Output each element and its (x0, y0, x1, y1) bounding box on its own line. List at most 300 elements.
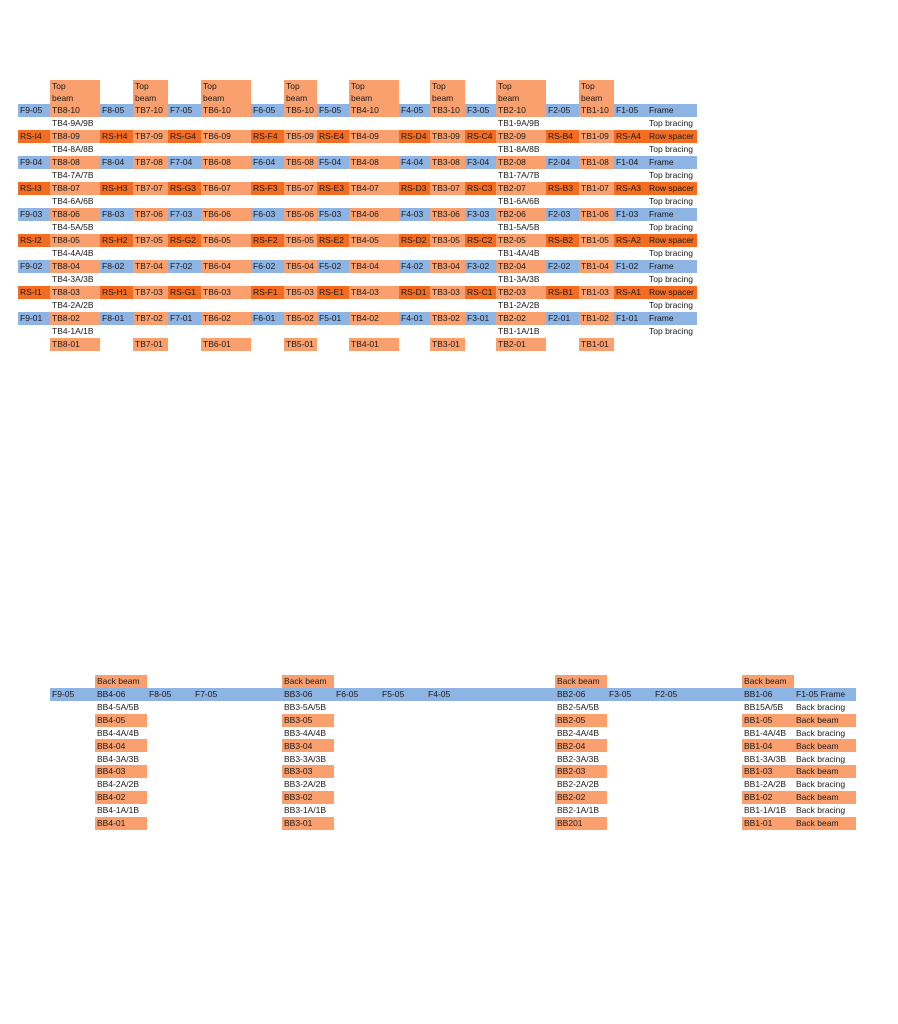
top-grid-cell (697, 195, 732, 208)
top-grid-cell (201, 299, 251, 312)
top-grid-cell (767, 312, 799, 325)
top-grid-cell (767, 234, 799, 247)
top-grid-cell: RS-B1 (546, 286, 579, 299)
top-grid-cell (697, 104, 732, 117)
bottom-grid-cell (607, 675, 653, 688)
top-grid-cell (767, 143, 799, 156)
top-grid-cell (799, 208, 836, 221)
top-grid-cell: TB4-08 (349, 156, 399, 169)
top-grid-cell (767, 80, 799, 92)
top-grid-cell: Top bracing (649, 326, 693, 337)
top-grid-cell (799, 260, 836, 273)
top-grid-cell (546, 325, 579, 338)
bottom-grid-cell: BB3-5A/5B (284, 701, 327, 712)
top-grid-cell: TB6-03 (201, 286, 251, 299)
top-grid-cell (465, 221, 496, 234)
top-grid-cell (546, 169, 579, 182)
bottom-grid-cell (380, 778, 426, 791)
bottom-grid-cell (334, 714, 380, 727)
top-grid-cell: TB1-8A/8B (498, 144, 540, 155)
bottom-grid-cell: Back beam (742, 675, 794, 688)
top-grid-cell: TB5-07 (284, 182, 317, 195)
top-grid-cell (317, 195, 349, 208)
bottom-grid-cell (607, 714, 653, 727)
bottom-grid-cell (334, 778, 380, 791)
bottom-grid-cell (147, 739, 193, 752)
top-grid-cell (284, 169, 317, 182)
bottom-grid-cell (607, 765, 653, 778)
top-grid-cell: TB4-7A/7B (52, 170, 94, 181)
bottom-grid-cell (193, 675, 239, 688)
top-grid-cell (697, 143, 732, 156)
top-grid-cell: F5-05 (317, 104, 349, 117)
bottom-grid-cell (699, 739, 742, 752)
bottom-grid-cell: BB2-04 (555, 739, 607, 752)
bottom-grid-cell (512, 727, 555, 740)
bottom-grid-cell (426, 778, 469, 791)
top-grid-cell (614, 92, 647, 104)
top-grid-cell (399, 338, 430, 351)
bottom-grid-cell (147, 752, 193, 765)
top-grid-cell (201, 143, 251, 156)
top-grid-cell: F1-05 (614, 104, 647, 117)
top-grid-cell (614, 80, 647, 92)
bottom-grid-cell (50, 765, 95, 778)
bottom-grid-cell (147, 791, 193, 804)
top-grid-cell: F4-04 (399, 156, 430, 169)
bottom-grid-cell (50, 714, 95, 727)
bottom-grid-cell: BB2-5A/5B (557, 701, 600, 712)
top-grid-cell (168, 221, 201, 234)
bottom-grid-cell (380, 714, 426, 727)
top-grid-cell: Top bracing (649, 144, 693, 155)
bottom-grid-cell (699, 817, 742, 830)
bottom-grid-cell (50, 739, 95, 752)
top-grid-cell: TB7-06 (133, 208, 168, 221)
bottom-grid-cell (512, 778, 555, 791)
top-grid-cell: F8-02 (100, 260, 133, 273)
top-grid-cell: F2-04 (546, 156, 579, 169)
bottom-grid-cell (239, 688, 282, 701)
top-grid-cell: RS-C3 (465, 182, 496, 195)
top-grid-cell (732, 156, 767, 169)
top-grid-cell (201, 169, 251, 182)
top-grid-cell: TB6-06 (201, 208, 251, 221)
bottom-grid-cell (239, 675, 282, 688)
top-grid-cell (697, 247, 732, 260)
bottom-grid-cell (147, 765, 193, 778)
top-grid-cell (614, 299, 647, 312)
bottom-grid-cell: BB2-2A/2B (557, 779, 600, 790)
top-grid-cell: TB6-05 (201, 234, 251, 247)
bottom-grid-cell: BB4-2A/2B (97, 779, 140, 790)
top-grid-cell (767, 104, 799, 117)
bottom-grid-cell (147, 778, 193, 791)
top-grid-cell: TB1-03 (579, 286, 614, 299)
bottom-grid-cell: Back beam (794, 791, 856, 804)
top-grid-cell: RS-F3 (251, 182, 284, 195)
top-grid-cell (349, 169, 399, 182)
bottom-grid-cell (334, 727, 380, 740)
top-grid-cell: F4-01 (399, 312, 430, 325)
top-grid-cell: RS-H1 (100, 286, 133, 299)
bottom-grid-cell: Back bracing (796, 805, 846, 816)
top-grid-cell: TB1-1A/1B (498, 326, 540, 337)
top-grid-cell (836, 92, 898, 104)
top-grid-cell: TB1-09 (579, 130, 614, 143)
bottom-grid-cell (239, 817, 282, 830)
top-grid-cell (317, 338, 349, 351)
top-grid-cell: TB7-02 (133, 312, 168, 325)
top-grid-cell (251, 221, 284, 234)
top-grid-cell (579, 195, 614, 208)
top-grid-cell (399, 195, 430, 208)
bottom-grid-cell: BB4-02 (95, 791, 147, 804)
top-grid-cell (799, 130, 836, 143)
top-grid-cell (732, 169, 767, 182)
bottom-grid-cell (512, 675, 555, 688)
top-grid-cell: TB4-01 (349, 338, 399, 351)
bottom-grid-cell (380, 817, 426, 830)
bottom-grid-cell (653, 727, 699, 740)
bottom-grid-cell (607, 727, 653, 740)
top-grid-cell (732, 338, 767, 351)
bottom-grid-cell: BB3-05 (282, 714, 334, 727)
top-grid-cell: RS-F4 (251, 130, 284, 143)
top-grid-cell (399, 299, 430, 312)
bottom-grid-cell (380, 727, 426, 740)
top-grid-cell (767, 130, 799, 143)
top-grid-cell (100, 80, 133, 92)
top-grid-cell: F9-03 (18, 208, 50, 221)
top-grid-cell (317, 221, 349, 234)
bottom-grid-cell (334, 701, 380, 714)
top-grid-cell (732, 312, 767, 325)
bottom-grid-cell (426, 791, 469, 804)
top-grid-cell (767, 182, 799, 195)
top-grid-cell (732, 221, 767, 234)
top-grid-cell (399, 117, 430, 130)
top-grid-cell: RS-E4 (317, 130, 349, 143)
top-grid-cell (399, 80, 430, 92)
top-grid-cell (836, 208, 898, 221)
top-grid-cell: TB7-04 (133, 260, 168, 273)
top-grid-cell (430, 143, 465, 156)
top-grid-cell: F1-01 (614, 312, 647, 325)
bottom-grid-cell (380, 739, 426, 752)
top-grid-cell: Top bracing (649, 248, 693, 259)
top-grid-cell (836, 195, 898, 208)
bottom-grid-cell: F6-05 (334, 688, 380, 701)
bottom-grid-cell: Back beam (794, 714, 856, 727)
top-grid-cell (697, 299, 732, 312)
top-grid-cell (836, 156, 898, 169)
top-grid-cell: RS-A2 (614, 234, 647, 247)
top-grid-cell (168, 195, 201, 208)
top-grid-cell (799, 92, 836, 104)
top-grid-cell: Top bracing (649, 274, 693, 285)
bottom-grid-cell (607, 804, 653, 817)
bottom-grid-cell (380, 804, 426, 817)
bottom-grid-cell: BB1-4A/4B (744, 727, 787, 738)
top-grid-cell: F3-03 (465, 208, 496, 221)
bottom-grid-cell (239, 727, 282, 740)
bottom-grid-cell (469, 688, 512, 701)
bottom-grid-cell: BB1-01 (742, 817, 794, 830)
bottom-grid-cell: BB2-3A/3B (557, 753, 600, 764)
top-grid-cell (697, 338, 732, 351)
top-grid-cell (251, 117, 284, 130)
top-grid-cell: TB1-7A/7B (498, 170, 540, 181)
top-grid-cell (168, 325, 201, 338)
top-grid-cell (100, 195, 133, 208)
back-beam-grid (50, 675, 856, 843)
top-grid-cell (546, 273, 579, 286)
bottom-grid-cell (193, 791, 239, 804)
top-grid-cell: TB2-09 (496, 130, 546, 143)
top-grid-cell (317, 299, 349, 312)
bottom-grid-cell (426, 817, 469, 830)
top-grid-cell: F1-02 (614, 260, 647, 273)
top-grid-cell (18, 92, 50, 104)
bottom-grid-cell: BB3-06 (282, 688, 334, 701)
bottom-grid-cell (512, 701, 555, 714)
bottom-grid-cell (334, 791, 380, 804)
top-grid-cell: F7-01 (168, 312, 201, 325)
bottom-grid-cell: BB3-02 (282, 791, 334, 804)
bottom-grid-cell (147, 727, 193, 740)
top-grid-cell (767, 338, 799, 351)
bottom-grid-cell: BB2-4A/4B (557, 727, 600, 738)
top-grid-cell (201, 247, 251, 260)
bottom-grid-cell (512, 688, 555, 701)
top-grid-cell: RS-B3 (546, 182, 579, 195)
top-grid-cell (349, 273, 399, 286)
top-grid-cell: TB8-07 (50, 182, 100, 195)
top-grid-cell (317, 92, 349, 104)
top-grid-cell: F3-02 (465, 260, 496, 273)
top-grid-cell (697, 80, 732, 92)
top-grid-cell (697, 260, 732, 273)
top-grid-cell (546, 195, 579, 208)
top-grid-cell: TB8-09 (50, 130, 100, 143)
bottom-grid-cell (469, 765, 512, 778)
top-grid-cell (465, 117, 496, 130)
top-grid-cell (201, 117, 251, 130)
top-grid-cell: Top (579, 80, 614, 92)
top-grid-cell (284, 299, 317, 312)
top-grid-cell: TB2-04 (496, 260, 546, 273)
bottom-grid-cell (699, 765, 742, 778)
top-grid-cell: F2-01 (546, 312, 579, 325)
top-grid-cell: TB1-2A/2B (498, 300, 540, 311)
top-grid-cell: Top bracing (649, 196, 693, 207)
top-grid-cell: beam (349, 92, 399, 104)
top-grid-cell: TB8-01 (50, 338, 100, 351)
bottom-grid-cell: Back beam (794, 739, 856, 752)
top-grid-cell: F8-05 (100, 104, 133, 117)
top-grid-cell (546, 299, 579, 312)
bottom-grid-cell (512, 714, 555, 727)
top-grid-cell (732, 143, 767, 156)
top-grid-cell: TB8-03 (50, 286, 100, 299)
bottom-grid-cell (469, 817, 512, 830)
bottom-grid-cell (794, 675, 856, 688)
top-grid-cell: Top (201, 80, 251, 92)
top-grid-cell (767, 208, 799, 221)
bottom-grid-cell (239, 791, 282, 804)
bottom-grid-cell (653, 752, 699, 765)
top-grid-cell: Top (133, 80, 168, 92)
bottom-grid-cell: BB3-4A/4B (284, 727, 327, 738)
top-grid-cell: RS-D3 (399, 182, 430, 195)
top-grid-cell (18, 247, 50, 260)
top-grid-cell (201, 273, 251, 286)
top-grid-cell (100, 92, 133, 104)
top-grid-cell: TB3-08 (430, 156, 465, 169)
top-grid-cell (100, 247, 133, 260)
top-grid-cell (836, 169, 898, 182)
top-grid-cell: TB2-07 (496, 182, 546, 195)
bottom-grid-cell (512, 791, 555, 804)
top-grid-cell (284, 325, 317, 338)
bottom-grid-cell (426, 804, 469, 817)
top-grid-cell (614, 195, 647, 208)
top-grid-cell: beam (133, 92, 168, 104)
bottom-grid-cell (334, 804, 380, 817)
bottom-grid-cell (380, 791, 426, 804)
bottom-grid-cell (426, 714, 469, 727)
bottom-grid-cell: F7-05 (193, 688, 239, 701)
top-grid-cell: RS-D4 (399, 130, 430, 143)
top-grid-cell: TB1-5A/5B (498, 222, 540, 233)
top-grid-cell: TB1-02 (579, 312, 614, 325)
top-grid-cell: TB8-04 (50, 260, 100, 273)
bottom-grid-cell (699, 675, 742, 688)
top-grid-cell (836, 299, 898, 312)
bottom-grid-cell: BB15A/5B (744, 701, 784, 712)
bottom-grid-cell (334, 675, 380, 688)
bottom-grid-cell: Back beam (555, 675, 607, 688)
bottom-grid-cell (50, 675, 95, 688)
bottom-grid-cell: F5-05 (380, 688, 426, 701)
top-grid-cell: TB4-10 (349, 104, 399, 117)
top-grid-cell (251, 195, 284, 208)
top-grid-cell (201, 221, 251, 234)
top-grid-cell: F3-01 (465, 312, 496, 325)
top-grid-cell: TB1-9A/9B (498, 118, 540, 129)
top-grid-cell (317, 169, 349, 182)
top-grid-cell: F4-03 (399, 208, 430, 221)
bottom-grid-cell (239, 752, 282, 765)
top-grid-cell (430, 299, 465, 312)
top-grid-cell: TB3-05 (430, 234, 465, 247)
bottom-grid-cell (607, 739, 653, 752)
top-grid-cell (168, 169, 201, 182)
top-grid-cell (18, 299, 50, 312)
bottom-grid-cell: BB1-05 (742, 714, 794, 727)
top-grid-cell (349, 299, 399, 312)
top-grid-cell: RS-C2 (465, 234, 496, 247)
top-grid-cell (133, 247, 168, 260)
bottom-grid-cell (426, 765, 469, 778)
bottom-grid-cell (147, 675, 193, 688)
top-grid-cell (100, 338, 133, 351)
top-grid-cell: TB4-02 (349, 312, 399, 325)
top-grid-cell (799, 338, 836, 351)
top-grid-cell (18, 273, 50, 286)
top-grid-cell (614, 143, 647, 156)
top-grid-cell (767, 195, 799, 208)
top-grid-cell: Top (284, 80, 317, 92)
top-grid-cell: TB8-10 (50, 104, 100, 117)
top-grid-cell: TB3-07 (430, 182, 465, 195)
top-grid-cell: TB1-04 (579, 260, 614, 273)
bottom-grid-cell (193, 727, 239, 740)
top-grid-cell: TB7-08 (133, 156, 168, 169)
top-grid-cell: TB7-01 (133, 338, 168, 351)
bottom-grid-cell: BB1-2A/2B (744, 779, 787, 790)
top-grid-cell: TB7-07 (133, 182, 168, 195)
top-grid-cell: TB2-10 (496, 104, 546, 117)
top-grid-cell (317, 117, 349, 130)
top-grid-cell (546, 92, 579, 104)
top-grid-cell (836, 286, 898, 299)
top-grid-cell (579, 117, 614, 130)
bottom-grid-cell (50, 727, 95, 740)
bottom-grid-cell: Back beam (282, 675, 334, 688)
top-grid-cell (767, 299, 799, 312)
bottom-grid-cell: BB3-2A/2B (284, 779, 327, 790)
top-grid-cell (546, 117, 579, 130)
top-grid-cell (732, 299, 767, 312)
top-grid-cell (579, 273, 614, 286)
top-grid-cell (767, 117, 799, 130)
top-grid-cell: beam (50, 92, 100, 104)
bottom-grid-cell: BB4-03 (95, 765, 147, 778)
bottom-grid-cell (426, 752, 469, 765)
top-grid-cell: TB8-08 (50, 156, 100, 169)
top-grid-cell (133, 273, 168, 286)
top-grid-cell (732, 286, 767, 299)
bottom-grid-cell (239, 765, 282, 778)
bottom-grid-cell: BB3-04 (282, 739, 334, 752)
bottom-grid-cell (193, 765, 239, 778)
top-grid-cell: TB6-10 (201, 104, 251, 117)
top-grid-cell (100, 325, 133, 338)
top-grid-cell: F5-02 (317, 260, 349, 273)
bottom-grid-cell (469, 727, 512, 740)
top-grid-cell (732, 182, 767, 195)
top-grid-cell: TB1-01 (579, 338, 614, 351)
top-grid-cell: TB5-05 (284, 234, 317, 247)
top-grid-cell (317, 143, 349, 156)
bottom-grid-cell (699, 701, 742, 714)
top-grid-cell (349, 195, 399, 208)
top-grid-cell: TB6-07 (201, 182, 251, 195)
top-grid-cell (799, 286, 836, 299)
bottom-grid-cell: Back bracing (796, 727, 846, 738)
bottom-grid-cell (512, 804, 555, 817)
top-grid-cell: TB1-08 (579, 156, 614, 169)
top-grid-cell (697, 92, 732, 104)
top-grid-cell (546, 143, 579, 156)
top-grid-cell: F2-05 (546, 104, 579, 117)
top-grid-cell (647, 92, 697, 104)
top-grid-cell (799, 234, 836, 247)
top-grid-cell (284, 273, 317, 286)
bottom-grid-cell (239, 701, 282, 714)
